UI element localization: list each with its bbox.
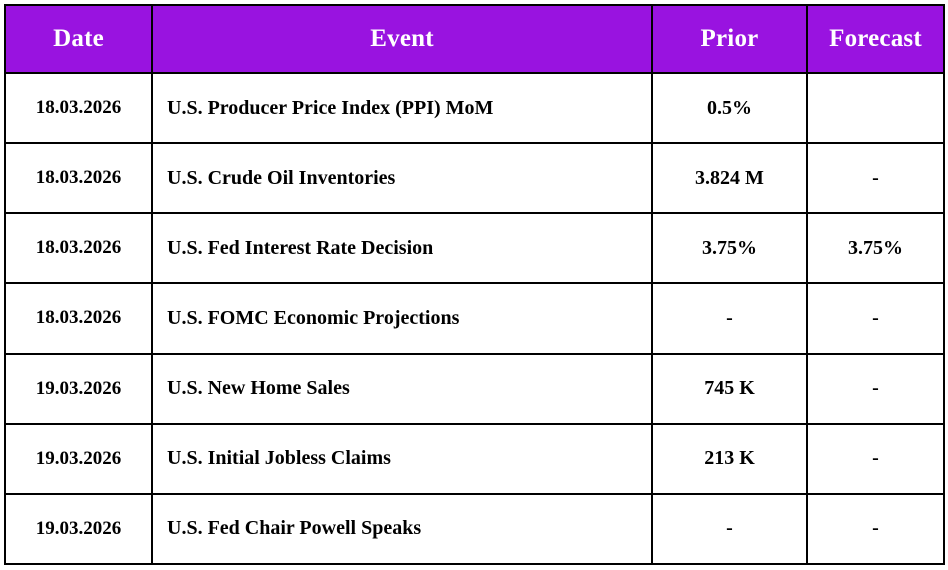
table-row — [5, 354, 944, 424]
cell-forecast: - — [807, 494, 944, 564]
cell-prior: 3.824 M — [652, 143, 807, 213]
cell-event: U.S. New Home Sales — [152, 354, 652, 424]
table-row — [5, 283, 944, 353]
cell-date: 18.03.2026 — [5, 213, 152, 283]
cell-date: 19.03.2026 — [5, 494, 152, 564]
column-header-date: Date — [5, 5, 152, 73]
cell-prior: 745 K — [652, 354, 807, 424]
cell-forecast: - — [807, 143, 944, 213]
cell-event: U.S. Producer Price Index (PPI) MoM — [152, 73, 652, 143]
cell-event: U.S. Fed Chair Powell Speaks — [152, 494, 652, 564]
table-header-row — [5, 5, 944, 73]
cell-event: U.S. Crude Oil Inventories — [152, 143, 652, 213]
cell-forecast: - — [807, 354, 944, 424]
cell-event: U.S. FOMC Economic Projections — [152, 283, 652, 353]
cell-date: 18.03.2026 — [5, 143, 152, 213]
cell-prior: - — [652, 283, 807, 353]
cell-prior: 3.75% — [652, 213, 807, 283]
cell-forecast: - — [807, 283, 944, 353]
table-header — [5, 5, 944, 73]
cell-prior: - — [652, 494, 807, 564]
table-row — [5, 73, 944, 143]
cell-event: U.S. Initial Jobless Claims — [152, 424, 652, 494]
table-body — [5, 73, 944, 564]
cell-date: 18.03.2026 — [5, 283, 152, 353]
column-header-forecast: Forecast — [807, 5, 944, 73]
cell-prior: 213 K — [652, 424, 807, 494]
table-row — [5, 424, 944, 494]
economic-calendar-table — [4, 4, 945, 565]
cell-event: U.S. Fed Interest Rate Decision — [152, 213, 652, 283]
cell-date: 19.03.2026 — [5, 424, 152, 494]
table-row — [5, 213, 944, 283]
table-row — [5, 494, 944, 564]
cell-forecast — [807, 73, 944, 143]
cell-forecast: 3.75% — [807, 213, 944, 283]
column-header-prior: Prior — [652, 5, 807, 73]
cell-date: 19.03.2026 — [5, 354, 152, 424]
table-row — [5, 143, 944, 213]
cell-forecast: - — [807, 424, 944, 494]
cell-date: 18.03.2026 — [5, 73, 152, 143]
cell-prior: 0.5% — [652, 73, 807, 143]
column-header-event: Event — [152, 5, 652, 73]
